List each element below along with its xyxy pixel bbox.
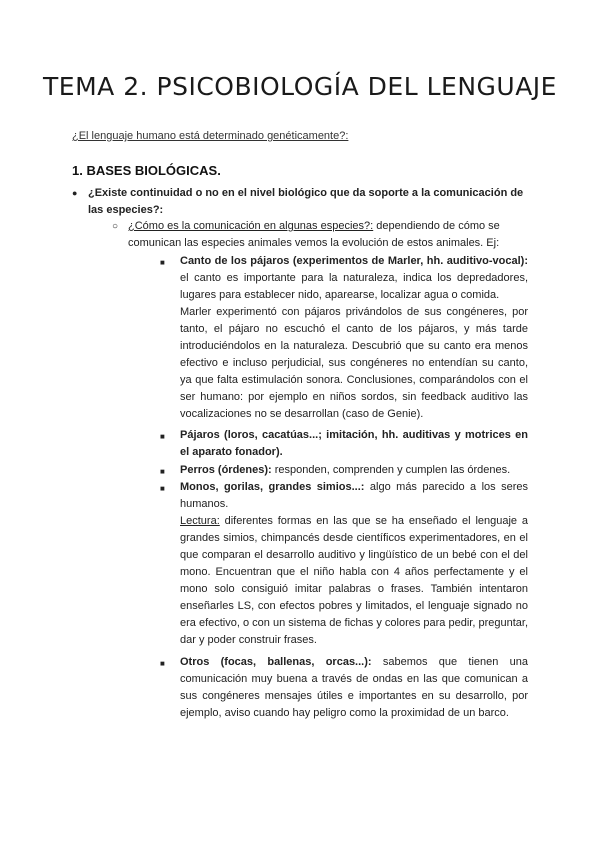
item-head: Monos, gorilas, grandes simios...: — [180, 481, 365, 493]
page-title: TEMA 2. PSICOBIOLOGÍA DEL LENGUAJE — [43, 72, 557, 101]
lectura-label: Lectura: — [180, 515, 220, 527]
item-text: algo más parecido a los seres humanos. — [180, 481, 529, 510]
bullet-level1 — [72, 185, 528, 219]
bullet-square-icon: ■ — [160, 432, 165, 441]
section-heading: 1. BASES BIOLÓGICAS. — [72, 163, 221, 178]
item-head: Canto de los pájaros (experimentos de Marler, hh. auditivo-vocal): — [180, 255, 528, 267]
list-item — [160, 462, 528, 479]
list-item — [160, 479, 529, 649]
bullet-level2 — [112, 218, 528, 252]
item-head: Perros (órdenes): — [180, 464, 272, 476]
bullet-square-icon: ■ — [160, 659, 165, 668]
item-text: responden, comprenden y cumplen las órdenes. — [271, 464, 511, 476]
item-head: Otros (focas, ballenas, orcas...): — [180, 656, 372, 668]
bullet-dot-icon: ● — [72, 188, 78, 198]
item-head: Pájaros (loros, cacatúas...; imitación, hh. auditivas y motrices en el aparato fonador). — [180, 429, 528, 458]
list-item — [160, 253, 528, 423]
bullet-square-icon: ■ — [160, 484, 165, 493]
bullet-circle-icon: ○ — [112, 221, 119, 232]
guiding-question: ¿El lenguaje humano está determinado genéticamente?: — [72, 130, 349, 142]
bullet-level1-text: ¿Existe continuidad o no en el nivel biológico que da soporte a la comunicación de las especies?: — [88, 187, 524, 216]
item-text: el canto es importante para la naturaleza, indica los depredadores, lugares para establecer nido, aparearse, localizar agua o comida. — [180, 272, 528, 301]
list-item — [160, 427, 528, 461]
bullet-level2-text: dependiendo de cómo se comunican las especies animales vemos la evolución de estos animales. Ej: — [128, 220, 500, 249]
item-extra: Marler experimentó con pájaros privándolos de sus congéneres, por tanto, el pájaro no escuchó el canto de los pájaros, y más tarde introduciéndolos en la naturaleza. Descubrió que su canto era menos efectivo e incluso perjudicial, sus congéneres no entendían su canto, ya que falta estimulación sonora. Conclusiones, comparándolos con el ser humano: por ejemplo en niños sordos, sin feedback auditivo las vocalizaciones no se desarrollan (caso de Genie). — [180, 306, 528, 420]
item-text: sabemos que tienen una comunicación muy buena a través de ondas en las que comunican a sus congéneres mensajes útiles e importantes en su desarrollo, por ejemplo, aviso cuando hay peligro como la proximidad de un barco. — [180, 656, 528, 719]
bullet-level2-lead: ¿Cómo es la comunicación en algunas especies?: — [128, 220, 374, 232]
lectura-text: diferentes formas en las que se ha enseñado el lenguaje a grandes simios, chimpancés desde científicos experimentadores, en el que comparan el desarrollo auditivo y lingüístico de un bebé con el del mono. Encuentran que el niño habla con 4 años perfectamente y el mono solo consiguió imitar palabras o frases. También intentaron enseñarles LS, con efectos pobres y limitados, el lenguaje signado no era efectivo, o con un sistema de fichas y colores para pedir, preguntar, dar y poder construir frases. — [180, 515, 528, 646]
bullet-square-icon: ■ — [160, 258, 165, 267]
list-item — [160, 654, 528, 722]
bullet-square-icon: ■ — [160, 467, 165, 476]
